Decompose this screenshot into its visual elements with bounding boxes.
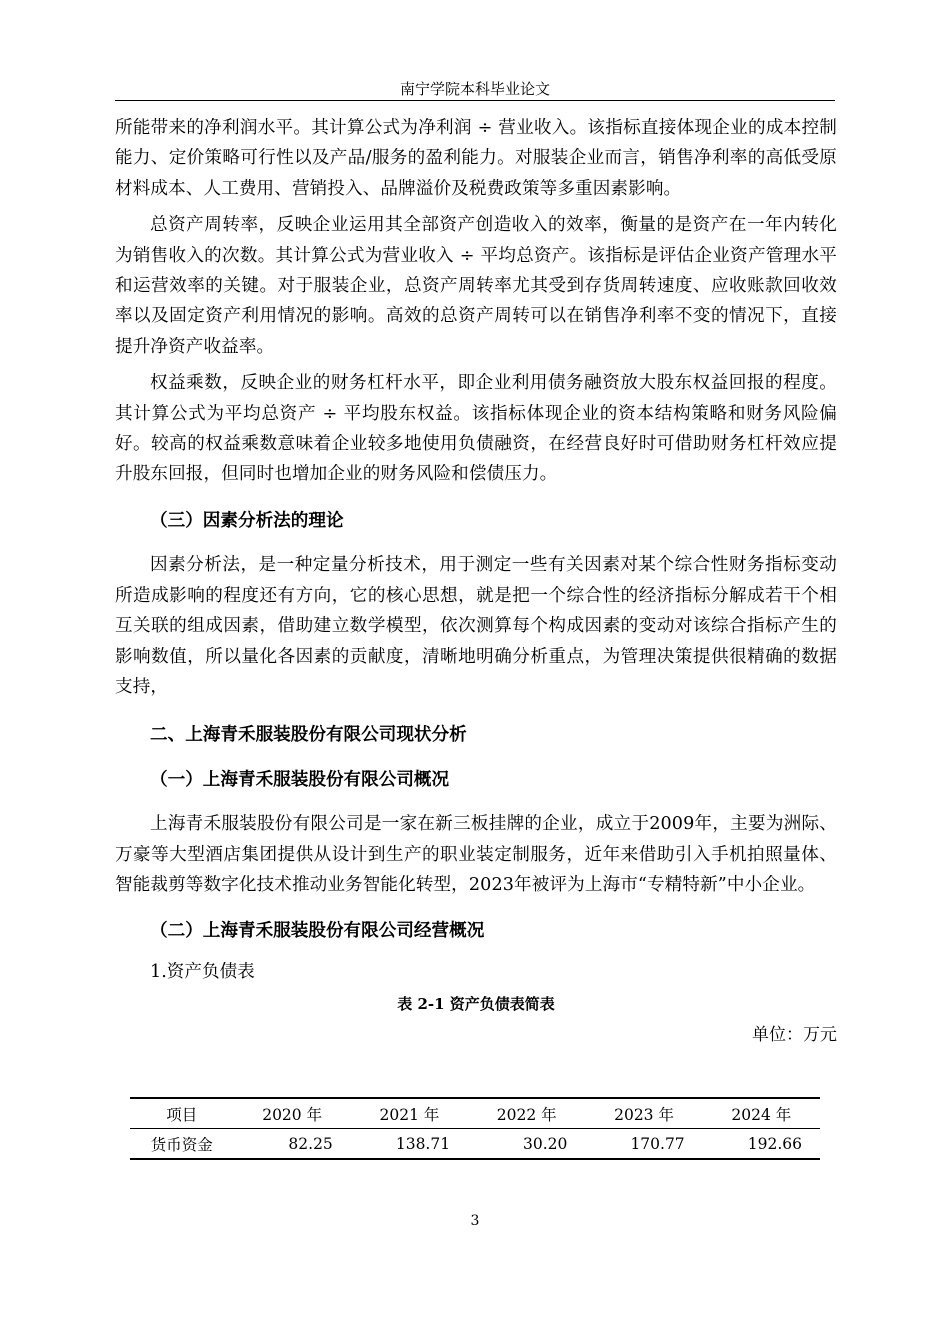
paragraph-net-profit-margin: 所能带来的净利润水平。其计算公式为净利润 ÷ 营业收入。该指标直接体现企业的成本控制能力、定价策略可行性以及产品/服务的盈利能力。对服装企业而言，销售净利率的高低受原材料成本、人工费用、营销投入、品牌溢价及税费政策等多重因素影响。: [115, 118, 837, 199]
table-header-cell: 2024 年: [731, 1105, 792, 1124]
table-header-cell: 2020 年: [262, 1105, 323, 1124]
heading-company-overview: （一）上海青禾服装股份有限公司概况: [150, 768, 450, 790]
table-cell: 170.77: [630, 1134, 685, 1153]
heading-company-status: 二、上海青禾服装股份有限公司现状分析: [150, 724, 467, 746]
table-row: [130, 1129, 820, 1160]
table-header-cell: 2021 年: [379, 1105, 440, 1124]
page-content: [115, 113, 837, 1049]
table-header-cell: 项目: [166, 1105, 198, 1124]
table-unit: 单位：万元: [752, 1025, 837, 1046]
sub-item-balance-sheet: 1.资产负债表: [150, 961, 255, 982]
paragraph-company-overview: 上海青禾服装股份有限公司是一家在新三板挂牌的企业，成立于2009年，主要为洲际、万豪等大型酒店集团提供从设计到生产的职业装定制服务，近年来借助引入手机拍照量体、智能裁剪等数字化技术推动业务智能化转型，2023年被评为上海市“专精特新”中小企业。: [115, 814, 837, 895]
paragraph-equity-multiplier: 权益乘数，反映企业的财务杠杆水平，即企业利用债务融资放大股东权益回报的程度。其计算公式为平均总资产 ÷ 平均股东权益。该指标体现企业的资本结构策略和财务风险偏好。较高的权益乘数意味着企业较多地使用负债融资，在经营良好时可借助财务杠杆效应提升股东回报，但同时也增加企业的财务风险和偿债压力。: [115, 373, 837, 485]
table-cell: 82.25: [288, 1134, 333, 1153]
balance-sheet-table: [130, 1097, 820, 1160]
table-row-label: 货币资金: [150, 1135, 213, 1154]
table-cell: 138.71: [395, 1134, 451, 1153]
table-header-row: [130, 1098, 820, 1129]
heading-factor-analysis: （三）因素分析法的理论: [150, 509, 344, 531]
table-header-cell: 2023 年: [614, 1105, 674, 1124]
table-cell: 30.20: [523, 1134, 568, 1153]
table-header-cell: 2022 年: [496, 1105, 557, 1124]
table-caption: 表 2-1 资产负债表简表: [397, 995, 555, 1014]
page-number: 3: [470, 1213, 480, 1229]
header-rule: [115, 100, 835, 101]
page-header: 南宁学院本科毕业论文: [399, 80, 550, 98]
heading-operation-overview: （二）上海青禾服装股份有限公司经营概况: [150, 920, 485, 942]
paragraph-factor-analysis: 因素分析法，是一种定量分析技术，用于测定一些有关因素对某个综合性财务指标变动所造成影响的程度还有方向，它的核心思想，就是把一个综合性的经济指标分解成若干个相互关联的组成因素，借助建立数学模型，依次测算每个构成因素的变动对该综合指标产生的影响数值，所以量化各因素的贡献度，清晰地明确分析重点，为管理决策提供很精确的数据支持，: [115, 555, 837, 697]
table-cell: 192.66: [747, 1134, 802, 1153]
paragraph-asset-turnover: 总资产周转率，反映企业运用其全部资产创造收入的效率，衡量的是资产在一年内转化为销售收入的次数。其计算公式为营业收入 ÷ 平均总资产。该指标是评估企业资产管理水平和运营效率的关键。对于服装企业，总资产周转率尤其受到存货周转速度、应收账款回收效率以及固定资产利用情况的影响。高效的总资产周转可以在销售净利率不变的情况下，直接提升净资产收益率。: [115, 215, 837, 357]
